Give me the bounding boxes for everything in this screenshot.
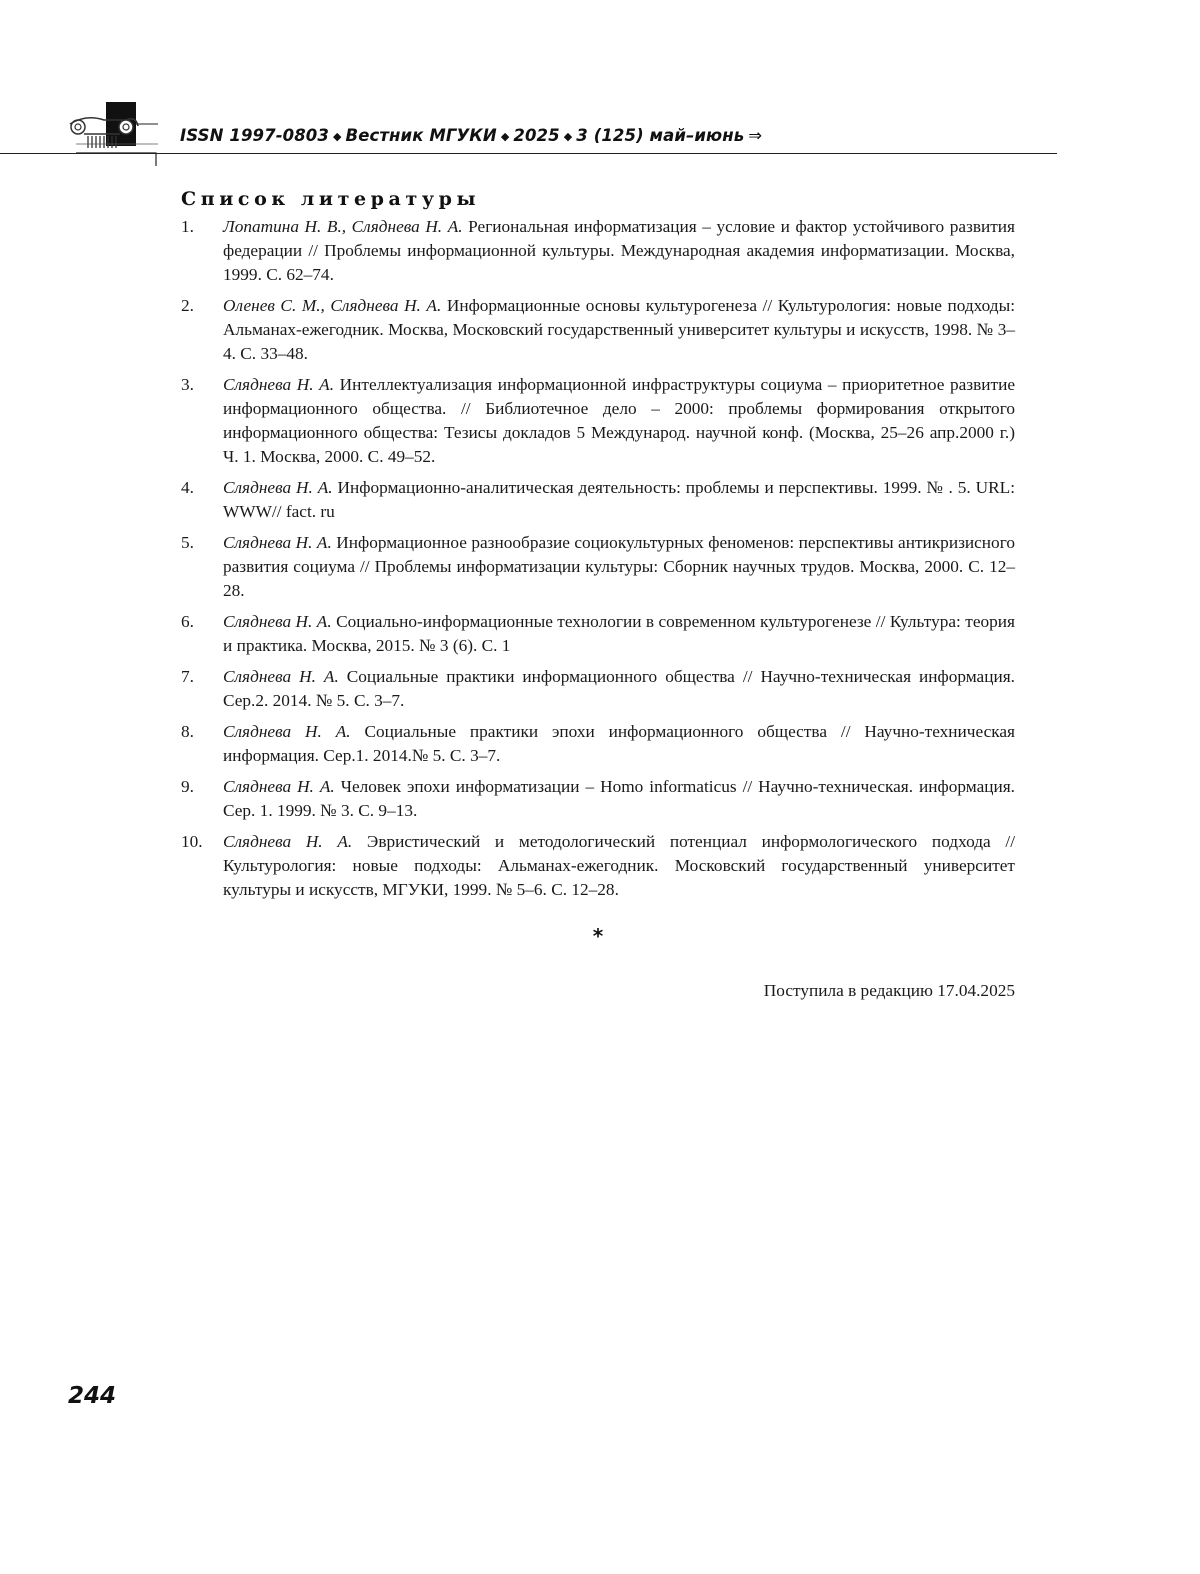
reference-text: Информационное разнообразие социокультурных феноменов: перспективы антикризисного развития социума // Проблемы информатизации культуры: Сборник научных трудов. Москва, 2000. С. 12–28. (223, 533, 1015, 600)
reference-authors: Сляднева Н. А. (223, 375, 335, 394)
reference-authors: Оленев С. М., Сляднева Н. А. (223, 296, 442, 315)
reference-authors: Сляднева Н. А. (223, 777, 335, 796)
page-number: 244 (68, 1383, 117, 1409)
reference-authors: Сляднева Н. А. (223, 722, 351, 741)
reference-item (181, 720, 1015, 768)
reference-item (181, 531, 1015, 603)
section-asterisk: * (592, 924, 604, 948)
reference-authors: Сляднева Н. А. (223, 832, 353, 851)
header-issn: ISSN 1997-0803 (180, 126, 329, 145)
received-date: Поступила в редакцию 17.04.2025 (763, 981, 1015, 1000)
reference-item (181, 830, 1015, 902)
reference-authors: Лопатина Н. В., Сляднева Н. А. (223, 217, 463, 236)
reference-number: 9. (181, 777, 194, 796)
reference-number: 10. (181, 832, 203, 851)
reference-text: Социально-информационные технологии в современном культурогенезе // Культура: теория и практика. Москва, 2015. № 3 (6). С. 1 (223, 612, 1015, 655)
reference-number: 3. (181, 375, 194, 394)
journal-logo (66, 100, 158, 166)
reference-list (181, 215, 1015, 909)
reference-authors: Сляднева Н. А. (223, 533, 332, 552)
reference-text: Эвристический и методологический потенциал информологического подхода // Культурология: новые подходы: Альманах-ежегодник. Московский государственный университет культуры и искусств, МГУКИ, 1999. № 5–6. С. 12–28. (223, 832, 1015, 899)
reference-authors: Сляднева Н. А. (223, 478, 333, 497)
reference-number: 7. (181, 667, 194, 686)
reference-text: Социальные практики эпохи информационного общества // Научно-техническая информация. Сер.1. 2014.№ 5. С. 3–7. (223, 722, 1015, 765)
header-journal: Вестник МГУКИ (345, 126, 497, 145)
reference-text: Социальные практики информационного общества // Научно-техническая информация. Сер.2. 2014. № 5. С. 3–7. (223, 667, 1015, 710)
reference-number: 8. (181, 722, 194, 741)
reference-number: 1. (181, 217, 194, 236)
reference-item (181, 215, 1015, 287)
diamond-icon: ◆ (332, 130, 342, 143)
reference-text: Информационные основы культурогенеза // Культурология: новые подходы: Альманах-ежегодник. Москва, Московский государственный университет культуры и искусств, 1998. № 3–4. С. 33–48. (223, 296, 1015, 363)
diamond-icon: ◆ (500, 130, 510, 143)
reference-number: 4. (181, 478, 194, 497)
header-issue: 3 (125) май–июнь (576, 126, 745, 145)
reference-authors: Сляднева Н. А. (223, 667, 339, 686)
reference-text: Информационно-аналитическая деятельность: проблемы и перспективы. 1999. № . 5. URL: WWW// fact. ru (223, 478, 1015, 521)
header-rule (0, 153, 1057, 154)
reference-authors: Сляднева Н. А. (223, 612, 332, 631)
reference-item (181, 610, 1015, 658)
reference-item (181, 373, 1015, 469)
references-title: Список литературы (181, 188, 481, 210)
reference-text: Человек эпохи информатизации – Homo informaticus // Научно-техническая. информация. Сер. 1. 1999. № 3. С. 9–13. (223, 777, 1016, 820)
header-year: 2025 (513, 126, 560, 145)
diamond-icon: ◆ (563, 130, 573, 143)
reference-item (181, 665, 1015, 713)
arrow-right-icon: ⇒ (748, 126, 763, 145)
reference-item (181, 476, 1015, 524)
reference-text: Интеллектуализация информационной инфраструктуры социума – приоритетное развитие информационного общества. // Библиотечное дело – 2000: проблемы формирования открытого информационного общества: Тезисы докладов 5 Международ. научной конф. (Москва, 25–26 апр.2000 г.) Ч. 1. Москва, 2000. С. 49–52. (223, 375, 1016, 466)
reference-text: Региональная информатизация – условие и фактор устойчивого развития федерации // Проблемы информационной культуры. Международная академия информатизации. Москва, 1999. С. 62–74. (223, 217, 1016, 284)
running-header (180, 126, 762, 145)
reference-number: 2. (181, 296, 194, 315)
reference-item (181, 775, 1015, 823)
reference-number: 5. (181, 533, 194, 552)
reference-number: 6. (181, 612, 194, 631)
reference-item (181, 294, 1015, 366)
